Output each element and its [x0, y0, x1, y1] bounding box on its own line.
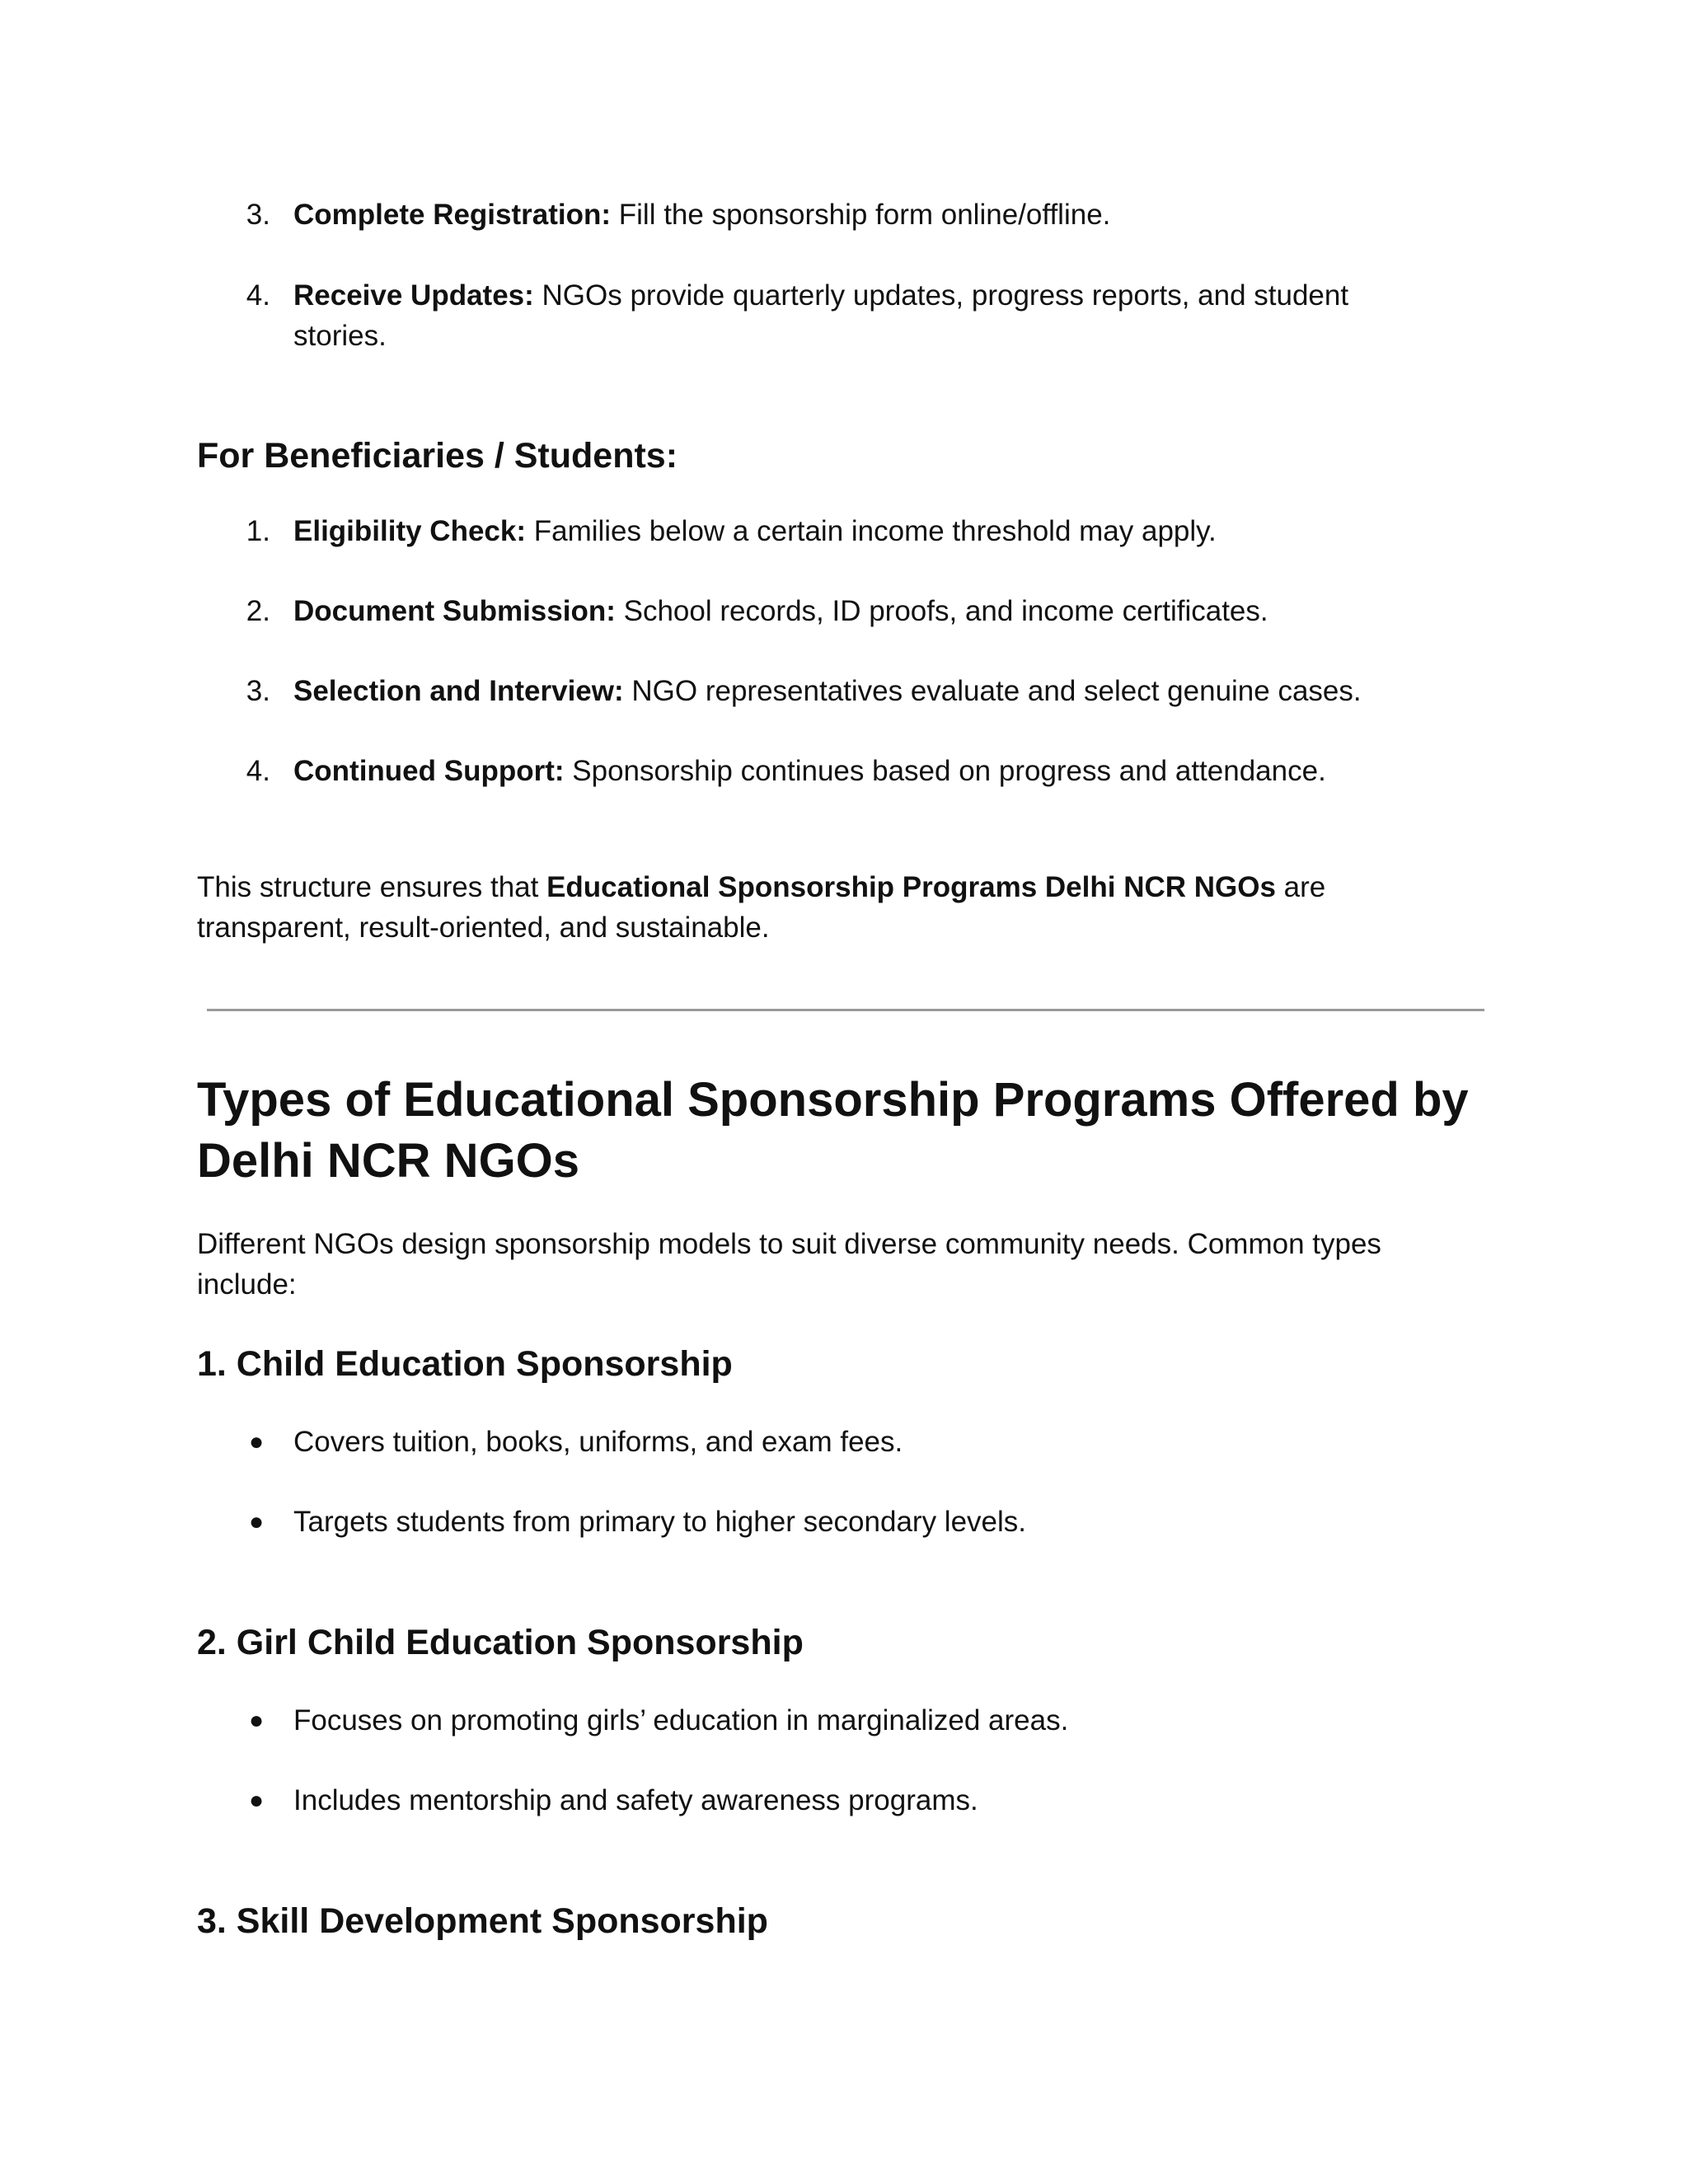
list-item-text: Sponsorship continues based on progress and attendance. — [564, 755, 1326, 787]
bullet-item: Targets students from primary to higher secondary levels. — [293, 1506, 1026, 1538]
bullet-icon: ● — [248, 1508, 265, 1535]
list-item-label: Complete Registration: — [293, 199, 612, 231]
program-heading: 3. Skill Development Sponsorship — [197, 1901, 768, 1941]
list-number: 1. — [246, 515, 270, 547]
list-item — [293, 751, 1326, 791]
list-number: 3. — [246, 675, 270, 707]
intro-paragraph: Different NGOs design sponsorship models to suit diverse community needs. Common types — [197, 1228, 1381, 1260]
summary-keyword: Educational Sponsorship Programs Delhi NCR NGOs — [546, 871, 1276, 903]
horizontal-divider — [207, 1009, 1484, 1011]
list-item — [293, 511, 1217, 551]
summary-paragraph-line2: transparent, result-oriented, and sustainable. — [197, 912, 770, 944]
list-item — [293, 671, 1362, 711]
summary-suffix: are — [1275, 871, 1326, 903]
summary-paragraph — [197, 867, 1325, 907]
list-item-continuation: stories. — [293, 320, 387, 352]
list-item-text: NGO representatives evaluate and select genuine cases. — [623, 675, 1362, 707]
intro-paragraph-line2: include: — [197, 1268, 297, 1301]
list-item-label: Continued Support: — [293, 755, 565, 787]
list-item-label: Eligibility Check: — [293, 515, 526, 547]
list-item — [293, 275, 1348, 316]
page-section-title: Types of Educational Sponsorship Programs Offered by — [197, 1073, 1469, 1127]
bullet-icon: ● — [248, 1787, 265, 1814]
page-section-title-line2: Delhi NCR NGOs — [197, 1134, 580, 1188]
list-item-label: Selection and Interview: — [293, 675, 624, 707]
list-item-text: Families below a certain income threshold may apply. — [526, 515, 1217, 547]
bullet-item: Focuses on promoting girls’ education in marginalized areas. — [293, 1704, 1069, 1736]
bullet-item: Covers tuition, books, uniforms, and exam fees. — [293, 1426, 903, 1458]
list-item — [293, 194, 1110, 235]
summary-prefix: This structure ensures that — [197, 871, 547, 903]
program-heading: 1. Child Education Sponsorship — [197, 1344, 733, 1384]
list-number: 3. — [246, 199, 270, 231]
list-item-text: Fill the sponsorship form online/offline. — [611, 199, 1111, 231]
list-item — [293, 591, 1268, 631]
list-number: 4. — [246, 279, 270, 312]
list-item-text: School records, ID proofs, and income certificates. — [615, 595, 1268, 627]
list-item-text: NGOs provide quarterly updates, progress reports, and student — [533, 279, 1349, 312]
section-heading: For Beneficiaries / Students: — [197, 436, 678, 476]
bullet-item: Includes mentorship and safety awareness programs. — [293, 1784, 978, 1816]
list-number: 2. — [246, 595, 270, 627]
list-item-label: Receive Updates: — [293, 279, 534, 312]
list-item-label: Document Submission: — [293, 595, 616, 627]
bullet-icon: ● — [248, 1707, 265, 1734]
bullet-icon: ● — [248, 1428, 265, 1455]
program-heading: 2. Girl Child Education Sponsorship — [197, 1623, 804, 1662]
list-number: 4. — [246, 755, 270, 787]
